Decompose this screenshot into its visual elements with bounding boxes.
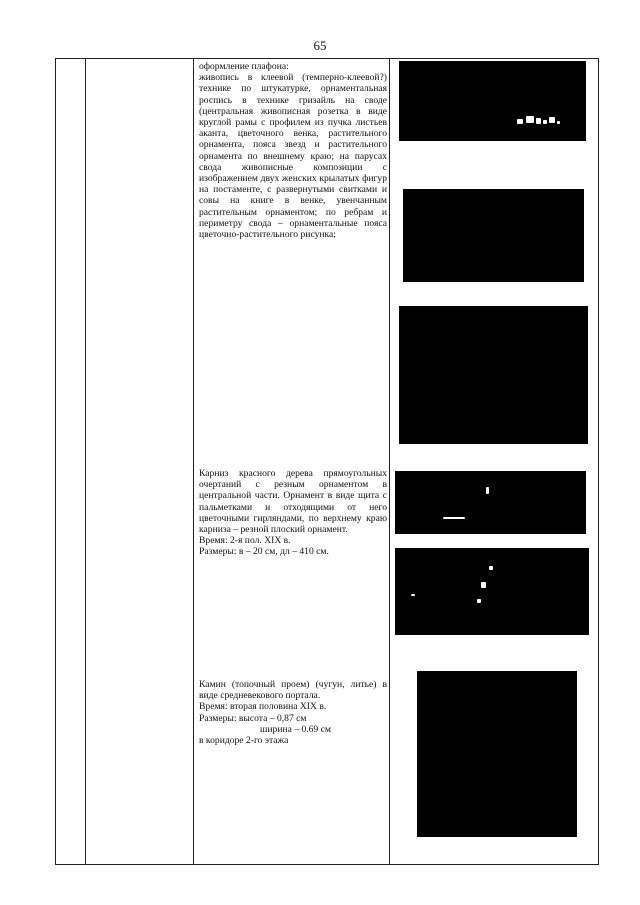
entry-text: Камин (топочный проем) (чугун, литье) в виде средневекового портала. xyxy=(199,679,387,702)
entry-heading: оформление плафона: xyxy=(199,61,289,72)
entry-text: живопись в клеевой (темперно-клеевой?) технике по штукатурке, орнаментальная роспись в технике гризайль на своде (центральная живописная розетка в виде круглой рамы с профилем из пучка листьев аканта, цветочного венка, растительного орнамента, пояса звезд и растительного орнамента по внешнему краю; на парусах свода живописные композиции с изображением двух женских крылатых фигур на постаменте, с развернутыми свитками и совы на книге в венке, увенчанным растительным орнаментом; по ребрам и периметру свода – орнаментальные пояса цветочно-растительного рисунка; xyxy=(199,72,387,241)
entry-date: Время: 2-я пол. XIX в. xyxy=(199,535,291,547)
photo-fireplace xyxy=(417,671,577,837)
entry-dimensions-height: Размеры: высота – 0,87 см xyxy=(199,712,307,724)
column-divider xyxy=(389,59,390,864)
entry-date: Время: вторая половина XIX в. xyxy=(199,701,327,713)
entry-dimensions: Размеры: в – 20 см, дл – 410 см. xyxy=(199,546,329,558)
photo-cornice-detail xyxy=(395,548,589,635)
entry-description-cornice xyxy=(199,468,387,558)
column-divider xyxy=(85,59,86,864)
entry-dimensions-width: ширина – 0.69 см xyxy=(260,723,331,735)
entry-location: в коридоре 2-го этажа xyxy=(199,735,289,747)
photo-ceiling-rosette xyxy=(399,61,586,141)
photo-cornice-full xyxy=(395,471,586,534)
inventory-table xyxy=(55,58,599,865)
entry-description-plafond xyxy=(199,61,387,240)
page-number: 65 xyxy=(313,38,327,53)
column-divider xyxy=(193,59,194,864)
photo-vault-sail xyxy=(403,189,584,282)
photo-vault-ribs xyxy=(399,306,588,444)
entry-text: Карниз красного дерева прямоугольных очертаний с резным орнаментом в центральной части. Орнамент в виде щита с пальметками и отходящими от него цветочными гирляндами, по верхнему краю карниза – резной плоский орнамент. xyxy=(199,468,387,536)
entry-description-fireplace xyxy=(199,679,387,746)
